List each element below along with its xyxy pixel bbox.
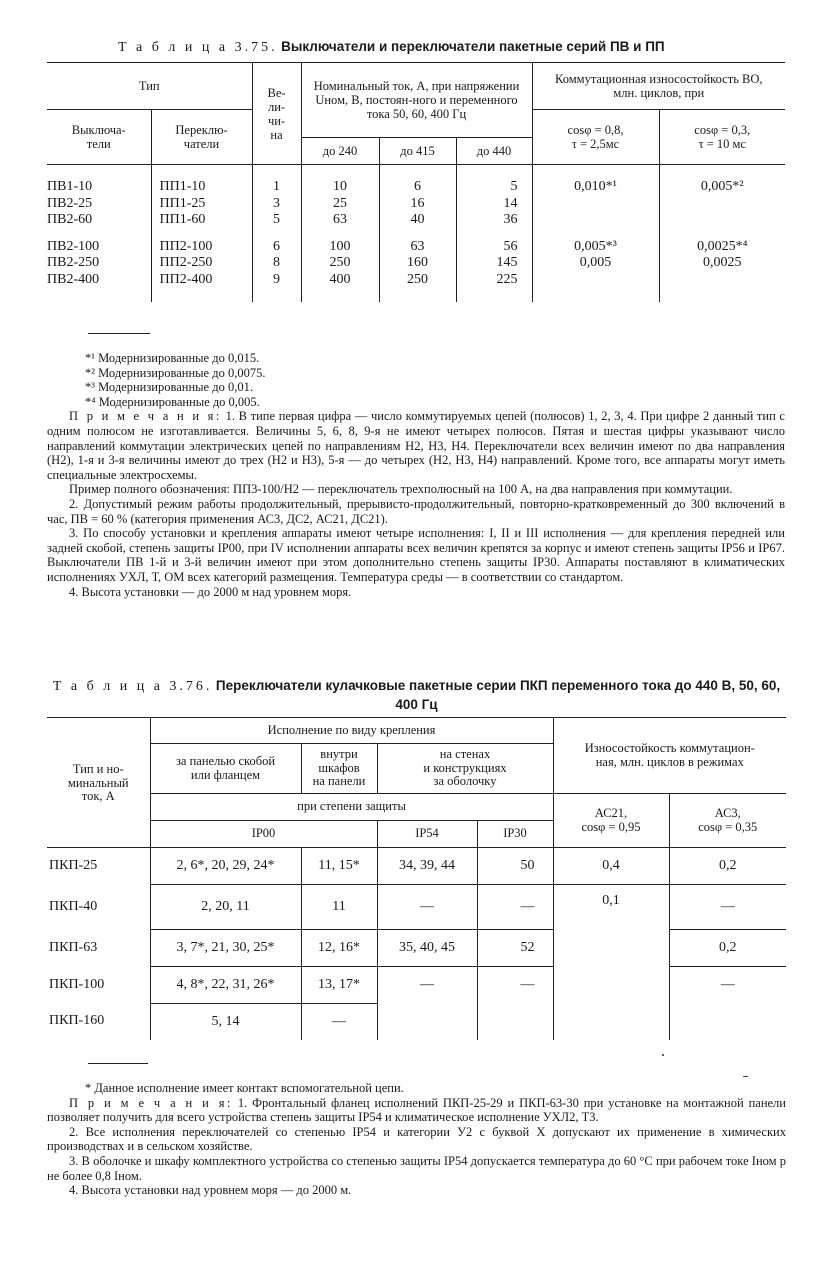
note-1-text: 1. В типе первая цифра — число коммутируемых цепей (полюсов) 1, 2, 3, 4. При цифре 2 данный тип с одним полюсом не изготавливается. Величины 5, 6, 8, 9-я не имеют четырех полюсов. Пятая и шестая цифры указывают число направлений коммутации электрических цепей по направлениям Н2, Н3, Н4. Переключатели всех величин имеют по два направления (Н2), 1-я и 3-я величины имеют до трех (Н2 и Н3), 5-я — до четырех (Н2, Н3, Н4) направлений. Кроме того, все аппараты могут иметь специальные электросхемы. bbox=[47, 409, 785, 482]
cell-type: ПКП-100 bbox=[47, 966, 150, 1003]
cell-changeover: ПП2-100 ПП2-250 ПП2-400 bbox=[151, 229, 252, 303]
cell-ac21 bbox=[553, 966, 669, 1003]
table-3-75 bbox=[47, 62, 785, 302]
cell-i415: 63 160 250 bbox=[379, 229, 456, 303]
note-3: 3. В оболочке и шкафу комплектного устройства со степенью защиты IP54 допускается температура до 60 °С при рабочем токе Iном р не более 0,8 Iном. bbox=[47, 1153, 786, 1183]
cell-ip30: — bbox=[477, 966, 553, 1003]
cell-ac21 bbox=[553, 1003, 669, 1040]
cell-type: ПКП-160 bbox=[47, 1003, 150, 1040]
cell-inside: — bbox=[301, 1003, 377, 1040]
cell-i240: 10 25 63 bbox=[301, 165, 379, 229]
footnote-2: *² Модернизированные до 0,0075. bbox=[85, 365, 266, 380]
cell-inside: 11 bbox=[301, 885, 377, 930]
cell-ip30: — bbox=[477, 885, 553, 930]
table-3-76-label: Т а б л и ц а 3.76. bbox=[52, 679, 213, 694]
cell-i240: 100 250 400 bbox=[301, 229, 379, 303]
cell-i440: 56 145 225 bbox=[456, 229, 532, 303]
header-v440: до 440 bbox=[456, 138, 532, 165]
cell-ac3: — bbox=[669, 885, 786, 930]
cell-i440: 5 14 36 bbox=[456, 165, 532, 229]
table-3-76-caption bbox=[47, 677, 786, 715]
cell-ac21 bbox=[553, 929, 669, 966]
cell-ip54: 35, 40, 45 bbox=[377, 929, 477, 966]
table-row bbox=[47, 885, 786, 930]
cell-inside: 12, 16* bbox=[301, 929, 377, 966]
cell-ip54: 34, 39, 44 bbox=[377, 848, 477, 885]
note-2: 2. Все исполнения переключателей со степенью IP54 и категории У2 с буквой Х допускают их применение в химических производствах и в сельском хозяйстве. bbox=[47, 1124, 786, 1154]
cell-behind-panel: 4, 8*, 22, 31, 26* bbox=[150, 966, 301, 1003]
table-3-75-label: Т а б л и ц а 3.75. bbox=[118, 40, 278, 55]
note-1 bbox=[47, 1096, 786, 1125]
footnote-4: *⁴ Модернизированные до 0,005. bbox=[85, 394, 260, 409]
cell-switch: ПВ1-10 ПВ2-25 ПВ2-60 bbox=[47, 165, 151, 229]
cell-wear1: 0,005*³ 0,005 bbox=[532, 229, 659, 303]
notes-label: П р и м е ч а н и я: bbox=[69, 409, 222, 424]
header-size: Ве- ли- чи- на bbox=[252, 63, 301, 165]
header-changeover: Переклю- чатели bbox=[151, 110, 252, 165]
header-inside-cabinets: внутри шкафов на панели bbox=[301, 744, 377, 794]
table-row bbox=[47, 929, 786, 966]
cell-type: ПКП-63 bbox=[47, 929, 150, 966]
footnote-1: *¹ Модернизированные до 0,015. bbox=[85, 351, 260, 365]
print-speck bbox=[743, 1076, 748, 1077]
cell-ac3: 0,2 bbox=[669, 848, 786, 885]
cell-switch: ПВ2-100 ПВ2-250 ПВ2-400 bbox=[47, 229, 151, 303]
cell-ac3 bbox=[669, 1003, 786, 1040]
cell-behind-panel: 2, 20, 11 bbox=[150, 885, 301, 930]
cell-wear2: 0,0025*⁴ 0,0025 bbox=[659, 229, 785, 303]
cell-behind-panel: 2, 6*, 20, 29, 24* bbox=[150, 848, 301, 885]
cell-wear1: 0,010*¹ bbox=[532, 165, 659, 229]
header-ac3: АС3, cosφ = 0,35 bbox=[669, 794, 786, 848]
note-example: Пример полного обозначения: ПП3-100/Н2 — переключатель трехполюсный на 100 А, на два направления при коммутации. bbox=[69, 482, 733, 497]
table-3-75-title: Выключатели и переключатели пакетные серий ПВ и ПП bbox=[281, 39, 665, 54]
cell-changeover: ПП1-10 ПП1-25 ПП1-60 bbox=[151, 165, 252, 229]
note-3: 3. По способу установки и крепления аппараты имеют четыре исполнения: I, II и III исполнения — для крепления передней или задней скобой, степень защиты IP00, при IV исполнении аппараты всех величин крепятся за корпус и имеют степень защиты IP56 и IP67. Выключатели ПВ 1-й и 3-й величин имеют при этом дополнительно степень защиты IP30. Аппараты поставляют в климатических исполнениях УХЛ, Т, ОМ всех категорий размещения. Температура среды — в соответствии со стандартом. bbox=[47, 526, 785, 584]
header-wear: Коммутационная износостойкость ВО, млн. циклов, при bbox=[532, 63, 785, 110]
header-type-current: Тип и но- минальный ток, А bbox=[47, 718, 150, 848]
table-3-75-notes bbox=[47, 351, 785, 599]
note-1-text: 1. Фронтальный фланец исполнений ПКП-25-29 и ПКП-63-30 при установке на монтажной панели позволяет получить для всего устройства степень защиты IP54 и климатическое исполнение УХЛ2, Т3. bbox=[47, 1095, 786, 1125]
cell-wear2: 0,005*² bbox=[659, 165, 785, 229]
table-row bbox=[47, 966, 786, 1003]
table-row bbox=[47, 848, 786, 885]
header-protection: при степени защиты bbox=[150, 794, 553, 821]
footnote-rule bbox=[88, 333, 150, 334]
table-row bbox=[47, 1003, 786, 1040]
header-mounting: Исполнение по виду крепления bbox=[150, 718, 553, 744]
footnote-3: *³ Модернизированные до 0,01. bbox=[85, 380, 253, 395]
header-ip00: IP00 bbox=[150, 821, 377, 848]
cell-ac21: 0,4 bbox=[553, 848, 669, 885]
table-row bbox=[47, 229, 785, 303]
header-current: Номинальный ток, А, при напряжении Uном, В, постоян-ного и переменного тока 50, 60, 400 Гц bbox=[301, 63, 532, 138]
cell-ip54 bbox=[377, 1003, 477, 1040]
print-speck bbox=[662, 1054, 664, 1056]
footnote-aux-contact: * Данное исполнение имеет контакт вспомогательной цепи. bbox=[85, 1081, 404, 1095]
table-3-75-caption bbox=[118, 38, 665, 56]
table-3-76 bbox=[47, 717, 786, 1040]
header-cos-03: cosφ = 0,3, τ = 10 мс bbox=[659, 110, 785, 165]
cell-type: ПКП-25 bbox=[47, 848, 150, 885]
cell-ip30: 52 bbox=[477, 929, 553, 966]
header-wear-modes: Износостойкость коммутацион- ная, млн. циклов в режимах bbox=[553, 718, 786, 794]
header-v240: до 240 bbox=[301, 138, 379, 165]
table-3-76-title: Переключатели кулачковые пакетные серии ПКП переменного тока до 440 В, 50, 60, 400 Гц bbox=[215, 678, 781, 712]
header-switches: Выключа- тели bbox=[47, 110, 151, 165]
header-behind-panel: за панелью скобой или фланцем bbox=[150, 744, 301, 794]
header-ac21: АС21, cosφ = 0,95 bbox=[553, 794, 669, 848]
note-2: 2. Допустимый режим работы продолжительный, прерывисто-продолжительный, повторно-кратковременный до 300 включений в час, ПВ = 60 % (категория применения АС3, ДС2, АС21, ДС21). bbox=[47, 496, 785, 526]
cell-ac3: 0,2 bbox=[669, 929, 786, 966]
cell-ac21: 0,1 bbox=[553, 885, 669, 930]
cell-size: 1 3 5 bbox=[252, 165, 301, 229]
cell-inside: 11, 15* bbox=[301, 848, 377, 885]
notes-label: П р и м е ч а н и я: bbox=[69, 1095, 233, 1110]
table-3-76-notes bbox=[47, 1081, 786, 1198]
note-4: 4. Высота установки над уровнем моря — до 2000 м. bbox=[69, 1183, 352, 1198]
footnote-rule bbox=[88, 1063, 148, 1064]
note-1 bbox=[47, 409, 785, 482]
cell-ac3: — bbox=[669, 966, 786, 1003]
cell-ip30: 50 bbox=[477, 848, 553, 885]
cell-behind-panel: 3, 7*, 21, 30, 25* bbox=[150, 929, 301, 966]
header-cos-08: cosφ = 0,8, τ = 2,5мс bbox=[532, 110, 659, 165]
cell-inside: 13, 17* bbox=[301, 966, 377, 1003]
header-ip54: IP54 bbox=[377, 821, 477, 848]
table-row bbox=[47, 165, 785, 229]
cell-i415: 6 16 40 bbox=[379, 165, 456, 229]
header-type: Тип bbox=[47, 63, 252, 110]
cell-type: ПКП-40 bbox=[47, 885, 150, 930]
cell-ip30 bbox=[477, 1003, 553, 1040]
cell-ip54: — bbox=[377, 885, 477, 930]
header-ip30: IP30 bbox=[477, 821, 553, 848]
note-4: 4. Высота установки — до 2000 м над уровнем моря. bbox=[69, 584, 352, 599]
header-on-walls: на стенах и конструкциях за оболочку bbox=[377, 744, 553, 794]
cell-behind-panel: 5, 14 bbox=[150, 1003, 301, 1040]
cell-size: 6 8 9 bbox=[252, 229, 301, 303]
header-v415: до 415 bbox=[379, 138, 456, 165]
cell-ip54: — bbox=[377, 966, 477, 1003]
